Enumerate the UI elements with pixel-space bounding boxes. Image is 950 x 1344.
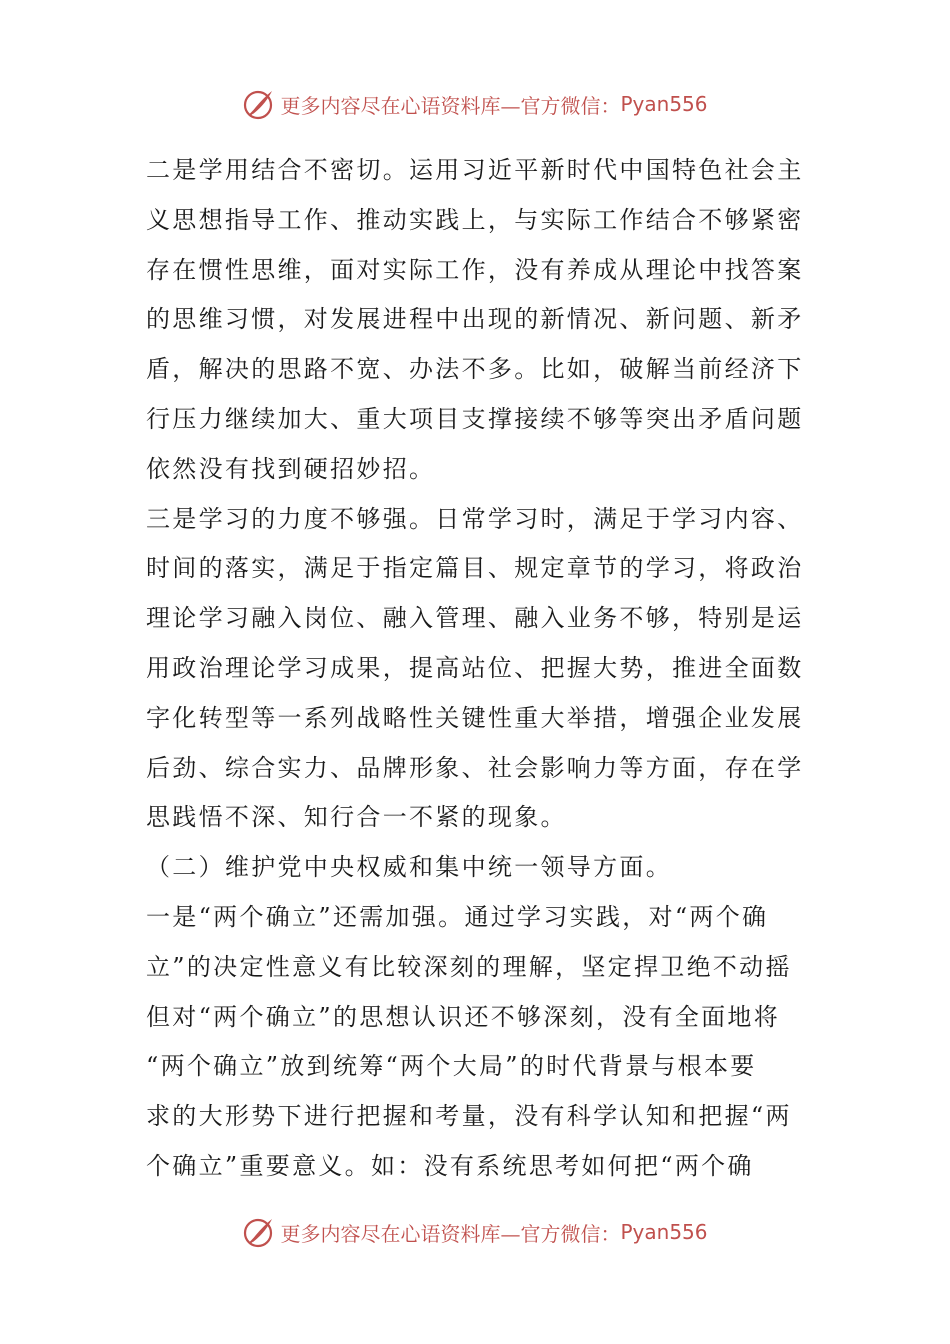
watermark-wechat-id: Pyan556 xyxy=(620,1220,708,1244)
text-line: 存在惯性思维，面对实际工作，没有养成从理论中找答案 xyxy=(146,255,804,284)
quill-logo-icon xyxy=(242,87,276,121)
text-line: 字化转型等一系列战略性关键性重大举措，增强企业发展 xyxy=(146,703,804,732)
text-line: 求的大形势下进行把握和考量，没有科学认知和把握“两 xyxy=(146,1102,792,1131)
text-line: 思践悟不深、知行合一不紧的现象。 xyxy=(146,803,567,832)
text-line: 三是学习的力度不够强。日常学习时，满足于学习内容、 xyxy=(146,504,804,533)
header-watermark xyxy=(0,84,950,124)
text-line: 的思维习惯，对发展进程中出现的新情况、新问题、新矛 xyxy=(146,305,804,334)
text-line: 义思想指导工作、推动实践上，与实际工作结合不够紧密 xyxy=(146,205,804,234)
document-body xyxy=(146,146,811,1192)
text-line: 盾，解决的思路不宽、办法不多。比如，破解当前经济下 xyxy=(146,355,804,384)
text-line: 一是“两个确立”还需加强。通过学习实践，对“两个确 xyxy=(146,902,769,931)
text-line: 理论学习融入岗位、融入管理、融入业务不够，特别是运 xyxy=(146,604,804,633)
text-line: 用政治理论学习成果，提高站位、把握大势，推进全面数 xyxy=(146,653,804,682)
quill-logo-icon xyxy=(242,1215,276,1249)
text-line: 二是学用结合不密切。运用习近平新时代中国特色社会主 xyxy=(146,156,804,184)
text-line: 立”的决定性意义有比较深刻的理解，坚定捍卫绝不动摇 xyxy=(146,952,792,981)
text-line: 行压力继续加大、重大项目支撑接续不够等突出矛盾问题 xyxy=(146,404,804,433)
footer-watermark xyxy=(0,1212,950,1252)
watermark-text: 更多内容尽在心语资料库—官方微信： xyxy=(280,93,621,118)
text-line: 时间的落实，满足于指定篇目、规定章节的学习，将政治 xyxy=(146,554,804,583)
text-line: 个确立”重要意义。如：没有系统思考如何把“两个确 xyxy=(146,1151,754,1180)
text-line: 但对“两个确立”的思想认识还不够深刻，没有全面地将 xyxy=(146,1002,781,1031)
watermark-wechat-id: Pyan556 xyxy=(620,92,708,116)
text-line: 依然没有找到硬招妙招。 xyxy=(146,454,436,483)
watermark-text: 更多内容尽在心语资料库—官方微信： xyxy=(280,1221,621,1246)
text-line: “两个确立”放到统筹“两个大局”的时代背景与根本要 xyxy=(146,1052,757,1081)
text-line: 后劲、综合实力、品牌形象、社会影响力等方面，存在学 xyxy=(146,753,804,782)
section-heading: （二）维护党中央权威和集中统一领导方面。 xyxy=(146,853,672,882)
